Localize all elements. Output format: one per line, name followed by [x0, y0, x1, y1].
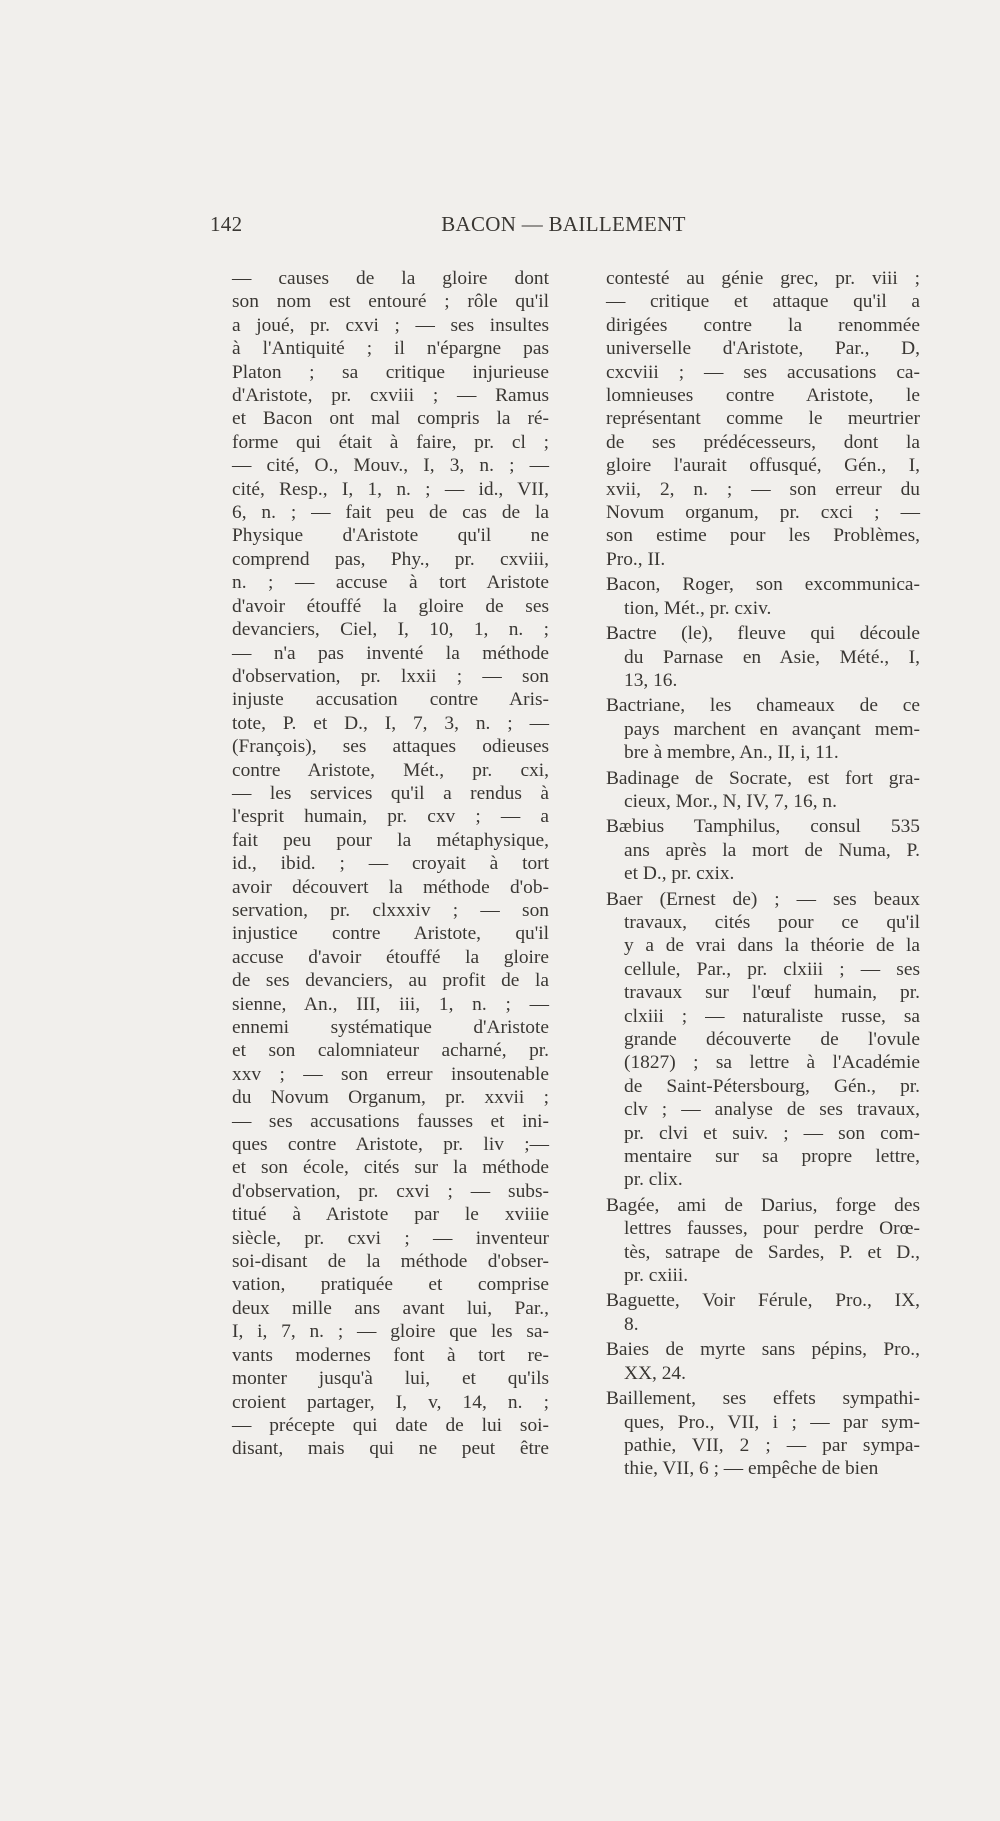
text-line: injuste accusation contre Aris-	[232, 689, 549, 711]
text-line: Baillement, ses effets sympathi-	[606, 1388, 920, 1410]
text-line: lettres fausses, pour perdre Orœ-	[624, 1218, 920, 1240]
text-line: a joué, pr. cxvi ; — ses insultes	[232, 314, 549, 336]
index-entry	[606, 1289, 920, 1336]
text-line: y a de vrai dans la théorie de la	[624, 935, 920, 957]
text-line: Bæbius Tamphilus, consul 535	[606, 816, 920, 838]
text-line: et Bacon ont mal compris la ré-	[232, 408, 549, 430]
text-line: universelle d'Aristote, Par., D,	[606, 338, 920, 360]
text-line: (1827) ; sa lettre à l'Académie	[624, 1052, 920, 1074]
text-line: clv ; — analyse de ses travaux,	[624, 1099, 920, 1121]
text-line: d'observation, pr. cxvi ; — subs-	[232, 1180, 549, 1202]
text-line: bre à membre, An., II, i, 11.	[624, 742, 839, 764]
text-line: tote, P. et D., I, 7, 3, n. ; —	[232, 712, 549, 734]
text-line: Badinage de Socrate, est fort gra-	[606, 767, 920, 789]
text-line: du Parnase en Asie, Mété., I,	[624, 646, 920, 668]
text-line: — causes de la gloire dont	[232, 268, 549, 289]
text-line: pr. cxiii.	[624, 1265, 689, 1287]
text-line: siècle, pr. cxvi ; — inventeur	[232, 1227, 549, 1249]
text-line: vants modernes font à tort re-	[232, 1344, 549, 1366]
text-line: cellule, Par., pr. clxiii ; — ses	[624, 958, 920, 980]
index-entry	[606, 767, 920, 814]
text-line: sienne, An., III, iii, 1, n. ; —	[232, 993, 549, 1015]
index-entry	[606, 815, 920, 885]
text-line: dirigées contre la renommée	[606, 314, 920, 336]
text-line: pathie, VII, 2 ; — par sympa-	[624, 1434, 920, 1456]
text-line: ennemi systématique d'Aristote	[232, 1017, 549, 1038]
text-line: pr. clvi et suiv. ; — son com-	[624, 1122, 920, 1144]
text-line: cieux, Mor., N, IV, 7, 16, n.	[624, 790, 837, 812]
text-line: Bactriane, les chameaux de ce	[606, 695, 920, 717]
text-line: pays marchent en avançant mem-	[624, 718, 920, 740]
text-line: titué à Aristote par le xviiie	[232, 1204, 549, 1226]
text-line: pr. clix.	[624, 1169, 683, 1191]
text-line: — précepte qui date de lui soi-	[232, 1414, 549, 1436]
text-line: — critique et attaque qu'il a	[606, 291, 920, 313]
text-line: — ses accusations fausses et ini-	[232, 1110, 549, 1132]
text-line: et D., pr. cxix.	[624, 863, 735, 885]
text-line: de ses devanciers, au profit de la	[232, 970, 549, 992]
text-line: — cité, O., Mouv., I, 3, n. ; —	[232, 455, 549, 477]
text-line: tès, satrape de Sardes, P. et D.,	[624, 1241, 920, 1263]
text-line: de Saint-Pétersbourg, Gén., pr.	[624, 1075, 920, 1097]
text-line: son estime pour les Problèmes,	[606, 525, 920, 547]
text-line: avoir découvert la méthode d'ob-	[232, 876, 549, 898]
text-line: monter jusqu'à lui, et qu'ils	[232, 1368, 549, 1390]
text-line: fait peu pour la métaphysique,	[232, 829, 549, 851]
text-line: xxv ; — son erreur insoutenable	[232, 1063, 549, 1085]
text-line: cxcviii ; — ses accusations ca-	[606, 361, 920, 383]
index-entry	[606, 622, 920, 692]
text-line: n. ; — accuse à tort Aristote	[232, 572, 549, 594]
text-line: contesté au génie grec, pr. viii ;	[606, 268, 920, 289]
page-number: 142	[210, 212, 243, 236]
index-entry	[606, 1387, 920, 1481]
text-line: thie, VII, 6 ; — empêche de bien	[624, 1458, 879, 1480]
text-line: deux mille ans avant lui, Par.,	[232, 1297, 549, 1319]
text-line: xvii, 2, n. ; — son erreur du	[606, 478, 920, 500]
text-line: Pro., II.	[606, 548, 666, 570]
text-line: cité, Resp., I, 1, n. ; — id., VII,	[232, 478, 549, 500]
text-line: l'esprit humain, pr. cxv ; — a	[232, 806, 549, 828]
text-line: comprend pas, Phy., pr. cxviii,	[232, 548, 549, 570]
text-line: servation, pr. clxxxiv ; — son	[232, 899, 549, 921]
text-line: — les services qu'il a rendus à	[232, 782, 549, 804]
text-line: croient partager, I, v, 14, n. ;	[232, 1391, 549, 1413]
text-line: et son calomniateur acharné, pr.	[232, 1040, 549, 1062]
text-line: soi-disant de la méthode d'obser-	[232, 1251, 549, 1273]
text-line: travaux sur l'œuf humain, pr.	[624, 982, 920, 1004]
text-line: Baies de myrte sans pépins, Pro.,	[606, 1339, 920, 1361]
text-line: XX, 24.	[624, 1362, 686, 1384]
right-column	[606, 267, 920, 1483]
text-line: d'avoir étouffé la gloire de ses	[232, 595, 549, 617]
text-line: Platon ; sa critique injurieuse	[232, 361, 549, 383]
index-entry	[606, 694, 920, 764]
text-line: ans après la mort de Numa, P.	[624, 839, 920, 861]
text-line: lomnieuses contre Aristote, le	[606, 385, 920, 407]
index-entry	[606, 267, 920, 571]
text-line: contre Aristote, Mét., pr. cxi,	[232, 759, 549, 781]
index-entry	[606, 1338, 920, 1385]
index-entry	[606, 888, 920, 1192]
text-line: Baer (Ernest de) ; — ses beaux	[606, 888, 920, 910]
text-line: et son école, cités sur la méthode	[232, 1157, 549, 1179]
text-line: id., ibid. ; — croyait à tort	[232, 853, 549, 875]
text-line: Bagée, ami de Darius, forge des	[606, 1194, 920, 1216]
text-line: d'Aristote, pr. cxviii ; — Ramus	[232, 385, 549, 407]
text-line: ques contre Aristote, pr. liv ;—	[232, 1134, 549, 1156]
text-line: 13, 16.	[624, 669, 678, 691]
text-line: injustice contre Aristote, qu'il	[232, 923, 549, 945]
text-line: à l'Antiquité ; il n'épargne pas	[232, 338, 549, 360]
text-line: grande découverte de l'ovule	[624, 1029, 920, 1050]
text-line: de ses prédécesseurs, dont la	[606, 431, 920, 453]
running-title: BACON — BAILLEMENT	[441, 212, 686, 236]
text-line: 6, n. ; — fait peu de cas de la	[232, 502, 549, 524]
text-line: Bactre (le), fleuve qui découle	[606, 623, 920, 645]
text-line: représentant comme le meurtrier	[606, 408, 920, 430]
text-line: d'observation, pr. lxxii ; — son	[232, 665, 549, 687]
text-line: disant, mais qui ne peut être	[232, 1438, 549, 1460]
text-line: accuse d'avoir étouffé la gloire	[232, 946, 549, 968]
text-line: gloire l'aurait offusqué, Gén., I,	[606, 455, 920, 477]
text-line: du Novum Organum, pr. xxvii ;	[232, 1087, 549, 1109]
left-column	[232, 267, 549, 1461]
text-line: forme qui était à faire, pr. cl ;	[232, 431, 549, 453]
text-line: mentaire sur sa propre lettre,	[624, 1146, 920, 1168]
text-line: clxiii ; — naturaliste russe, sa	[624, 1005, 920, 1027]
text-line: Baguette, Voir Férule, Pro., IX,	[606, 1290, 920, 1312]
text-line: (François), ses attaques odieuses	[232, 736, 549, 758]
index-entry	[606, 573, 920, 620]
text-line: son nom est entouré ; rôle qu'il	[232, 291, 549, 313]
text-line: Bacon, Roger, son excommunica-	[606, 574, 920, 596]
text-line: I, i, 7, n. ; — gloire que les sa-	[232, 1321, 549, 1343]
index-entry	[606, 1194, 920, 1288]
text-line: devanciers, Ciel, I, 10, 1, n. ;	[232, 619, 549, 641]
text-line: 8.	[624, 1313, 639, 1335]
text-line: travaux, cités pour ce qu'il	[624, 911, 920, 933]
text-line: ques, Pro., VII, i ; — par sym-	[624, 1411, 920, 1433]
text-line: Novum organum, pr. cxci ; —	[606, 502, 920, 524]
text-line: tion, Mét., pr. cxiv.	[624, 597, 772, 619]
text-line: vation, pratiquée et comprise	[232, 1274, 549, 1296]
text-line: Physique d'Aristote qu'il ne	[232, 525, 549, 547]
running-header	[210, 212, 917, 244]
text-line: — n'a pas inventé la méthode	[232, 642, 549, 664]
